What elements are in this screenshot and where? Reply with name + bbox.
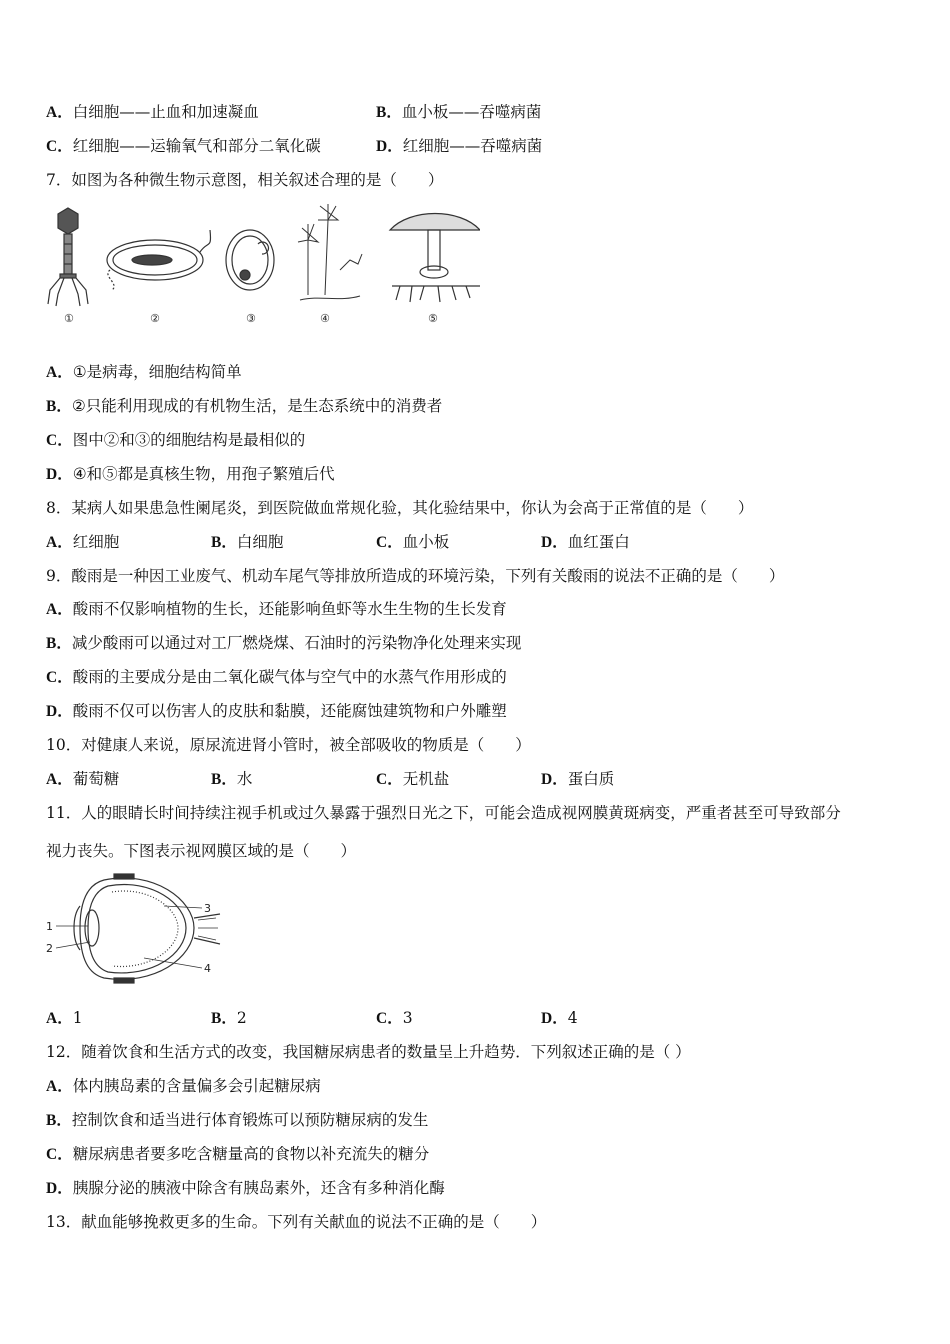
q11-stem-line2: 视力丧失。下图表示视网膜区域的是（ ） bbox=[46, 842, 357, 860]
q11-eye-figure bbox=[44, 870, 224, 990]
q9-option-d: D．酸雨不仅可以伤害人的皮肤和黏膜，还能腐蚀建筑物和户外雕塑 bbox=[46, 702, 507, 720]
q7-option-d: D．④和⑤都是真核生物，用孢子繁殖后代 bbox=[46, 465, 335, 483]
figure-label-3: ③ bbox=[246, 312, 256, 325]
q7-option-c: C．图中②和③的细胞结构是最相似的 bbox=[46, 431, 306, 449]
yeast-drawing bbox=[226, 230, 274, 290]
q10-option-b: B．水 bbox=[211, 770, 253, 788]
q13-stem: 13．献血能够挽救更多的生命。下列有关献血的说法不正确的是（ ） bbox=[46, 1213, 547, 1231]
eye-label-2: 2 bbox=[46, 942, 53, 955]
q7-option-a: A．①是病毒，细胞结构简单 bbox=[46, 363, 242, 381]
figure-label-5: ⑤ bbox=[428, 312, 438, 325]
q10-option-c: C．无机盐 bbox=[376, 770, 450, 788]
q9-option-b: B．减少酸雨可以通过对工厂燃烧煤、石油时的污染物净化处理来实现 bbox=[46, 634, 522, 652]
q11-option-a: A．1 bbox=[46, 1009, 83, 1027]
q8-stem: 8．某病人如果患急性阑尾炎，到医院做血常规化验，其化验结果中，你认为会高于正常值的是（ ） bbox=[46, 499, 754, 517]
q8-option-d: D．血红蛋白 bbox=[541, 533, 630, 551]
q7-microbe-figure bbox=[40, 200, 480, 330]
q9-option-c: C．酸雨的主要成分是由二氧化碳气体与空气中的水蒸气作用形成的 bbox=[46, 668, 507, 686]
q6-option-c: C．红细胞——运输氧气和部分二氧化碳 bbox=[46, 137, 321, 155]
penicillium-drawing bbox=[298, 204, 362, 300]
q12-option-b: B．控制饮食和适当进行体育锻炼可以预防糖尿病的发生 bbox=[46, 1111, 429, 1129]
q12-option-d: D．胰腺分泌的胰液中除含有胰岛素外，还含有多种消化酶 bbox=[46, 1179, 445, 1197]
eye-label-4: 4 bbox=[204, 962, 211, 975]
q7-option-b: B．②只能利用现成的有机物生活，是生态系统中的消费者 bbox=[46, 397, 443, 415]
figure-label-2: ② bbox=[150, 312, 160, 325]
q8-option-a: A．红细胞 bbox=[46, 533, 120, 551]
q6-option-d: D．红细胞——吞噬病菌 bbox=[376, 137, 543, 155]
q12-option-c: C．糖尿病患者要多吃含糖量高的食物以补充流失的糖分 bbox=[46, 1145, 430, 1163]
q11-stem-line1: 11．人的眼睛长时间持续注视手机或过久暴露于强烈日光之下，可能会造成视网膜黄斑病变，严重者甚至可导致部分 bbox=[46, 804, 841, 822]
q7-stem: 7．如图为各种微生物示意图，相关叙述合理的是（ ） bbox=[46, 171, 444, 189]
figure-label-1: ① bbox=[64, 312, 74, 325]
eye-label-1: 1 bbox=[46, 920, 53, 933]
eye-label-3: 3 bbox=[204, 902, 211, 915]
q9-stem: 9．酸雨是一种因工业废气、机动车尾气等排放所造成的环境污染，下列有关酸雨的说法不正确的是（ ） bbox=[46, 567, 785, 585]
q10-option-a: A．葡萄糖 bbox=[46, 770, 120, 788]
q6-option-b: B．血小板——吞噬病菌 bbox=[376, 103, 542, 121]
q6-option-a: A．白细胞——止血和加速凝血 bbox=[46, 103, 259, 121]
mushroom-drawing bbox=[390, 214, 480, 303]
q10-stem: 10．对健康人来说，原尿流进肾小管时，被全部吸收的物质是（ ） bbox=[46, 736, 531, 754]
eyeball-drawing bbox=[74, 874, 220, 983]
q11-option-c: C．3 bbox=[376, 1009, 413, 1027]
q9-option-a: A．酸雨不仅影响植物的生长，还能影响鱼虾等水生生物的生长发育 bbox=[46, 600, 507, 618]
q12-option-a: A．体内胰岛素的含量偏多会引起糖尿病 bbox=[46, 1077, 321, 1095]
q12-stem: 12．随着饮食和生活方式的改变，我国糖尿病患者的数量呈上升趋势．下列叙述正确的是（ ） bbox=[46, 1043, 691, 1061]
q11-option-b: B．2 bbox=[211, 1009, 247, 1027]
q10-option-d: D．蛋白质 bbox=[541, 770, 615, 788]
q8-option-b: B．白细胞 bbox=[211, 533, 284, 551]
q11-option-d: D．4 bbox=[541, 1009, 578, 1027]
figure-label-4: ④ bbox=[320, 312, 330, 325]
bacterium-drawing bbox=[107, 230, 211, 290]
q8-option-c: C．血小板 bbox=[376, 533, 450, 551]
bacteriophage-drawing bbox=[48, 208, 88, 306]
